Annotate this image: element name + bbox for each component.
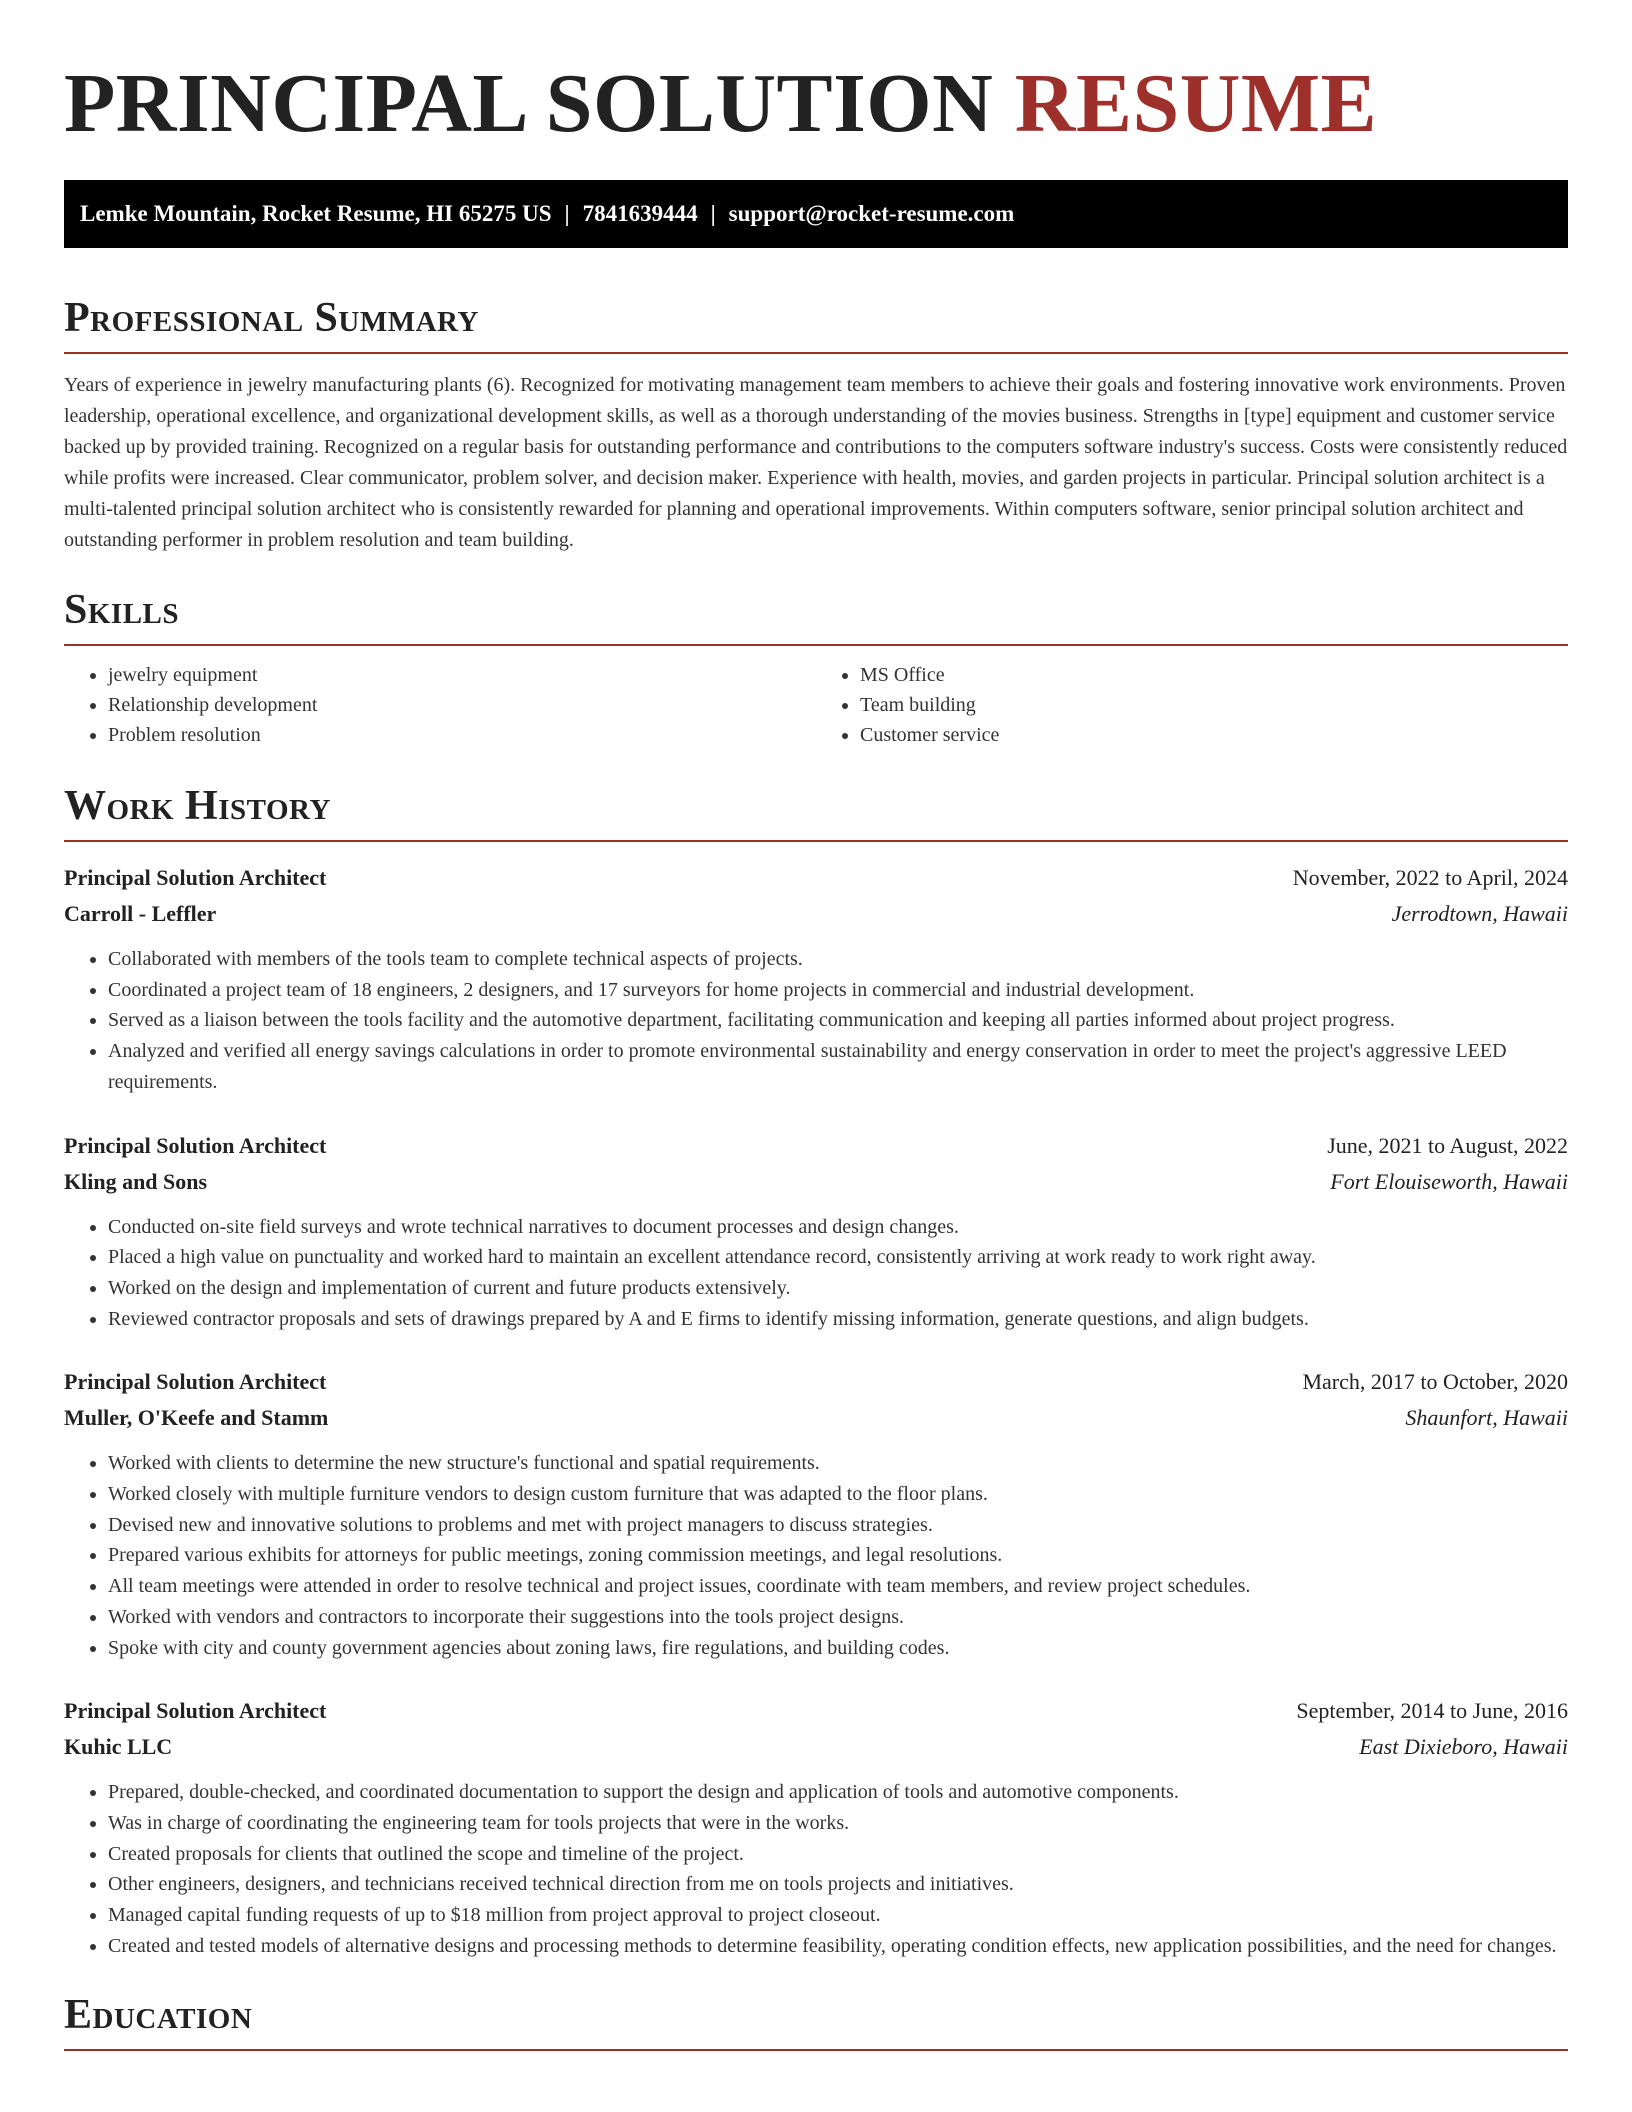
job-bullet: • Spoke with city and county government agencies about zoning laws, fire regulations, and building codes. xyxy=(108,1633,1568,1664)
job-bullet: • Conducted on-site field surveys and wrote technical narratives to document processes and design changes. xyxy=(108,1212,1568,1243)
job-title: Principal Solution Architect xyxy=(64,1698,327,1724)
job-title: Principal Solution Architect xyxy=(64,865,327,890)
job-bullet: • Served as a liaison between the tools facility and the automotive department, facilitating communication and keeping all parties informed about project progress. xyxy=(108,1005,1568,1036)
contact-separator: | xyxy=(710,201,716,226)
job-company-row xyxy=(64,896,1568,932)
job-company: Muller, O'Keefe and Stamm xyxy=(64,1405,329,1431)
job-bullet: • Collaborated with members of the tools team to complete technical aspects of projects. xyxy=(108,944,1568,975)
job-header-row xyxy=(64,860,1568,896)
job-bullets xyxy=(64,1777,1568,1961)
job-location: Fort Elouiseworth, Hawaii xyxy=(1330,1168,1568,1194)
job-bullet: • Placed a high value on punctuality and worked hard to maintain an excellent attendance record, consistently arriving at work ready to work right away. xyxy=(108,1242,1568,1273)
title-main: PRINCIPAL SOLUTION xyxy=(64,57,994,150)
job-header-row xyxy=(64,1364,1568,1400)
title-accent: RESUME xyxy=(1014,57,1378,150)
skills-column-left xyxy=(64,660,816,750)
skill-item: • Problem resolution xyxy=(108,720,816,750)
job-bullet: • Was in charge of coordinating the engineering team for tools projects that were in the works. xyxy=(108,1808,1568,1839)
skill-item: • Team building xyxy=(860,690,1568,720)
job-bullet: • Created and tested models of alternative designs and processing methods to determine feasibility, operating condition effects, new application possibilities, and the need for changes. xyxy=(108,1931,1568,1962)
job-bullets xyxy=(64,1448,1568,1663)
summary-heading: Professional Summary xyxy=(64,290,1568,354)
job-location: East Dixieboro, Hawaii xyxy=(1359,1734,1568,1760)
job-bullet: • Other engineers, designers, and technicians received technical direction from me on tools projects and initiatives. xyxy=(108,1869,1568,1900)
job-dates: June, 2021 to August, 2022 xyxy=(1327,1132,1568,1158)
contact-separator: | xyxy=(564,201,570,226)
job-company: Kling and Sons xyxy=(64,1168,208,1194)
job-company: Kuhic LLC xyxy=(64,1734,173,1760)
job-bullet: • Coordinated a project team of 18 engineers, 2 designers, and 17 surveyors for home projects in commercial and industrial development. xyxy=(108,975,1568,1006)
resume-page xyxy=(64,0,1568,2051)
job-bullets xyxy=(64,944,1568,1098)
job-bullet: • Worked closely with multiple furniture vendors to design custom furniture that was adapted to the floor plans. xyxy=(108,1479,1568,1510)
job-bullet: • Created proposals for clients that outlined the scope and timeline of the project. xyxy=(108,1839,1568,1870)
job-company: Carroll - Leffler xyxy=(64,901,217,926)
resume-title xyxy=(64,0,1568,152)
job-entry xyxy=(64,1364,1568,1663)
skill-item: • MS Office xyxy=(860,660,1568,690)
skill-item: • Customer service xyxy=(860,720,1568,750)
skill-item: • jewelry equipment xyxy=(108,660,816,690)
work-history-heading: Work History xyxy=(64,778,1568,842)
job-header-row xyxy=(64,1693,1568,1729)
job-company-row xyxy=(64,1164,1568,1200)
summary-text: Years of experience in jewelry manufacturing plants (6). Recognized for motivating management team members to achieve their goals and fostering innovative work environments. Proven leadership, operational excellence, and organizational development skills, as well as a thorough understanding of the movies business. Strengths in [type] equipment and customer service backed up by provided training. Recognized on a regular basis for outstanding performance and contributions to the computers software industry's success. Costs were consistently reduced while profits were increased. Clear communicator, problem solver, and decision maker. Experience with health, movies, and garden projects in particular. Principal solution architect is a multi-talented principal solution architect who is consistently rewarded for planning and operational improvements. Within computers software, senior principal solution architect and outstanding performer in problem resolution and team building. xyxy=(64,374,1568,551)
job-bullet: • Reviewed contractor proposals and sets of drawings prepared by A and E firms to identify missing information, generate questions, and align budgets. xyxy=(108,1304,1568,1335)
job-header-row xyxy=(64,1128,1568,1164)
job-location: Jerrodtown, Hawaii xyxy=(1391,901,1568,926)
skills-heading: Skills xyxy=(64,582,1568,646)
skills-list xyxy=(64,660,1568,750)
job-title: Principal Solution Architect xyxy=(64,1132,327,1158)
job-bullet: • Managed capital funding requests of up to $18 million from project approval to project closeout. xyxy=(108,1900,1568,1931)
job-dates: November, 2022 to April, 2024 xyxy=(1292,865,1568,890)
job-bullet: • Devised new and innovative solutions to problems and met with project managers to discuss strategies. xyxy=(108,1510,1568,1541)
job-bullet: • Worked with vendors and contractors to incorporate their suggestions into the tools project designs. xyxy=(108,1602,1568,1633)
education-heading: Education xyxy=(64,1987,1568,2051)
contact-bar xyxy=(64,180,1568,248)
job-title: Principal Solution Architect xyxy=(64,1369,327,1395)
job-entry xyxy=(64,1693,1568,1961)
skill-item: • Relationship development xyxy=(108,690,816,720)
job-bullets xyxy=(64,1212,1568,1335)
job-company-row xyxy=(64,1729,1568,1765)
job-bullet: • Analyzed and verified all energy savings calculations in order to promote environmental sustainability and energy conservation in order to meet the project's aggressive LEED requirements. xyxy=(108,1036,1568,1097)
job-company-row xyxy=(64,1400,1568,1436)
contact-phone: 7841639444 xyxy=(582,201,698,226)
job-bullet: • Prepared various exhibits for attorneys for public meetings, zoning commission meetings, and legal resolutions. xyxy=(108,1540,1568,1571)
job-dates: September, 2014 to June, 2016 xyxy=(1296,1698,1568,1724)
job-location: Shaunfort, Hawaii xyxy=(1405,1405,1568,1431)
job-bullet: • Worked on the design and implementation of current and future products extensively. xyxy=(108,1273,1568,1304)
job-dates: March, 2017 to October, 2020 xyxy=(1302,1369,1568,1395)
job-bullet: • Prepared, double-checked, and coordinated documentation to support the design and application of tools and automotive components. xyxy=(108,1777,1568,1808)
contact-address: Lemke Mountain, Rocket Resume, HI 65275 US xyxy=(80,201,552,226)
job-entry xyxy=(64,860,1568,1098)
job-bullet: • All team meetings were attended in order to resolve technical and project issues, coordinate with team members, and review project schedules. xyxy=(108,1571,1568,1602)
skills-column-right xyxy=(816,660,1568,750)
contact-email[interactable]: support@rocket-resume.com xyxy=(728,201,1015,226)
job-bullet: • Worked with clients to determine the new structure's functional and spatial requirements. xyxy=(108,1448,1568,1479)
job-entry xyxy=(64,1128,1568,1335)
